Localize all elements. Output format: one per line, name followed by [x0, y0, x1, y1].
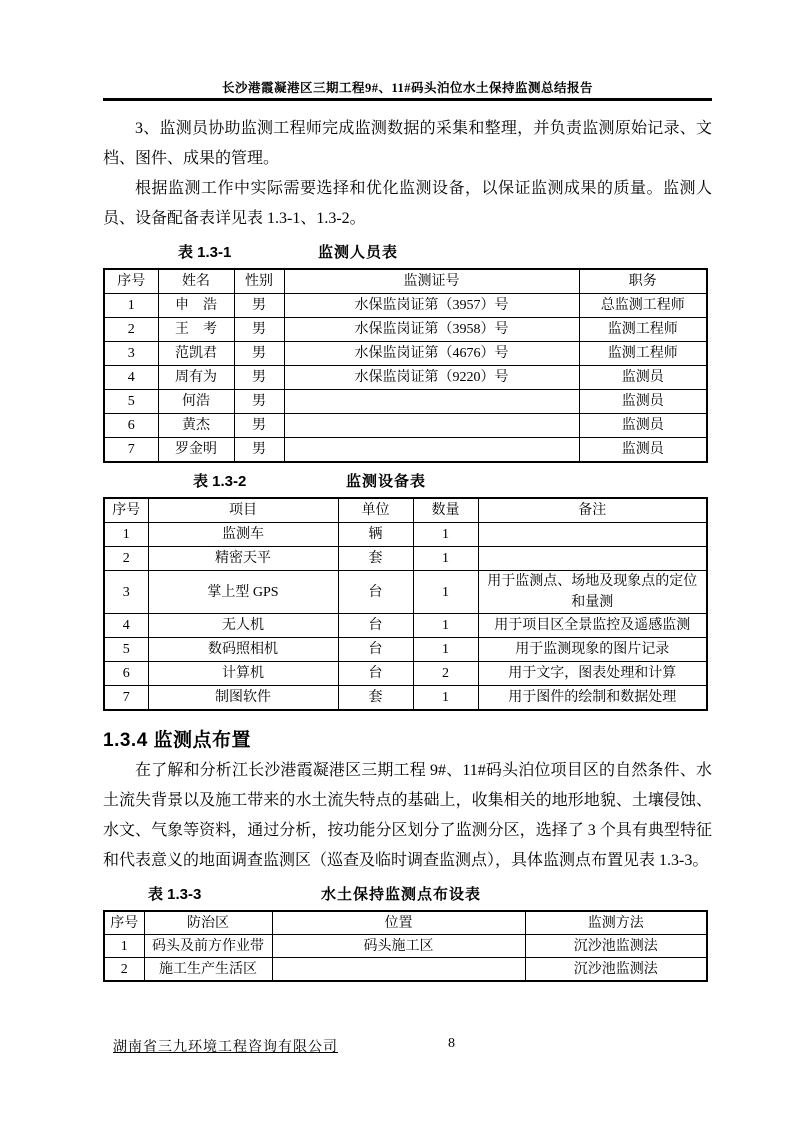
cell-gender: 男: [234, 294, 284, 318]
cell-title: 监测员: [579, 390, 707, 414]
cell-unit: 台: [338, 571, 413, 614]
footer-page-number: 8: [448, 1036, 455, 1051]
equipment-table: [103, 497, 708, 711]
cell-unit: 台: [338, 638, 413, 662]
cell-name: 范凯君: [158, 342, 234, 366]
cell-qty: 1: [413, 638, 478, 662]
cell-gender: 男: [234, 342, 284, 366]
cell-item: 数码照相机: [148, 638, 338, 662]
cell-name: 罗金明: [158, 438, 234, 463]
table-row: [104, 571, 707, 614]
cell-unit: 套: [338, 686, 413, 711]
cell-title: 监测员: [579, 366, 707, 390]
cell-seq: 1: [104, 935, 144, 958]
table-row: [104, 662, 707, 686]
column-header: 职务: [579, 269, 707, 294]
cell-unit: 辆: [338, 523, 413, 547]
cell-item: 精密天平: [148, 547, 338, 571]
cell-gender: 男: [234, 318, 284, 342]
cell-gender: 男: [234, 414, 284, 438]
column-header: 姓名: [158, 269, 234, 294]
cell-remark: [478, 523, 707, 547]
column-header: 备注: [478, 498, 707, 523]
cell-title: 监测员: [579, 438, 707, 463]
cell-qty: 1: [413, 547, 478, 571]
column-header: 单位: [338, 498, 413, 523]
table2-caption: [103, 470, 712, 491]
cell-item: 无人机: [148, 614, 338, 638]
cell-seq: 6: [104, 662, 148, 686]
table1-caption-title: 监测人员表: [318, 244, 399, 261]
table2-caption-number: 表 1.3-2: [193, 473, 247, 490]
cell-certificate: 水保监岗证第（9220）号: [284, 366, 579, 390]
cell-certificate: [284, 414, 579, 438]
cell-seq: 2: [104, 318, 158, 342]
cell-seq: 7: [104, 686, 148, 711]
cell-seq: 6: [104, 414, 158, 438]
cell-remark: 用于文字，图表处理和计算: [478, 662, 707, 686]
cell-seq: 4: [104, 366, 158, 390]
cell-qty: 1: [413, 614, 478, 638]
column-header: 序号: [104, 269, 158, 294]
cell-certificate: 水保监岗证第（3957）号: [284, 294, 579, 318]
cell-name: 申 浩: [158, 294, 234, 318]
cell-zone: 码头及前方作业带: [144, 935, 272, 958]
cell-certificate: 水保监岗证第（3958）号: [284, 318, 579, 342]
cell-seq: 1: [104, 523, 148, 547]
paragraph-3: 在了解和分析江长沙港霞凝港区三期工程 9#、11#码头泊位项目区的自然条件、水土流失背景以及施工带来的水土流失特点的基础上，收集相关的地形地貌、土壤侵蚀、水文、气象等资料，通过分析，按功能分区划分了监测分区，选择了 3 个具有典型特征和代表意义的地面调查监测区（巡查及临时调查监测点），具体监测点布置见表 1.3-3。: [103, 762, 712, 869]
table-row: [104, 366, 707, 390]
cell-certificate: 水保监岗证第（4676）号: [284, 342, 579, 366]
column-header: 监测方法: [525, 911, 707, 935]
cell-title: 总监测工程师: [579, 294, 707, 318]
cell-seq: 5: [104, 638, 148, 662]
cell-remark: 用于项目区全景监控及遥感监测: [478, 614, 707, 638]
table-row: [104, 638, 707, 662]
table-row: [104, 294, 707, 318]
cell-name: 何浩: [158, 390, 234, 414]
table3-caption-number: 表 1.3-3: [148, 886, 202, 903]
cell-item: 制图软件: [148, 686, 338, 711]
table2-caption-title: 监测设备表: [346, 473, 427, 490]
cell-item: 掌上型 GPS: [148, 571, 338, 614]
section-heading-1-3-4: 1.3.4 监测点布置: [103, 730, 252, 751]
cell-qty: 1: [413, 571, 478, 614]
table1-caption: [103, 241, 712, 262]
cell-title: 监测工程师: [579, 342, 707, 366]
cell-seq: 3: [104, 571, 148, 614]
cell-name: 周有为: [158, 366, 234, 390]
cell-seq: 4: [104, 614, 148, 638]
column-header: 项目: [148, 498, 338, 523]
table-row: [104, 342, 707, 366]
table3-caption: [103, 883, 712, 904]
cell-location: 码头施工区: [272, 935, 525, 958]
cell-unit: 台: [338, 662, 413, 686]
cell-gender: 男: [234, 438, 284, 463]
table1-caption-number: 表 1.3-1: [178, 244, 232, 261]
cell-zone: 施工生产生活区: [144, 958, 272, 982]
paragraph-2: 根据监测工作中实际需要选择和优化监测设备，以保证监测成果的质量。监测人员、设备配备表详见表 1.3-1、1.3-2。: [103, 180, 712, 227]
cell-seq: 2: [104, 958, 144, 982]
table3-caption-title: 水土保持监测点布设表: [321, 886, 482, 903]
table-row: [104, 686, 707, 711]
page-content: [103, 78, 712, 982]
table-row: [104, 414, 707, 438]
column-header: 性别: [234, 269, 284, 294]
document-header-title: 长沙港霞凝港区三期工程9#、11#码头泊位水土保持监测总结报告: [221, 81, 594, 95]
table-row: [104, 935, 707, 958]
cell-item: 计算机: [148, 662, 338, 686]
footer-company-name: 湖南省三九环境工程咨询有限公司: [113, 1040, 338, 1055]
table-row: [104, 390, 707, 414]
cell-qty: 2: [413, 662, 478, 686]
cell-item: 监测车: [148, 523, 338, 547]
table-header-row: [104, 498, 707, 523]
cell-certificate: [284, 390, 579, 414]
cell-qty: 1: [413, 523, 478, 547]
table-row: [104, 614, 707, 638]
cell-gender: 男: [234, 390, 284, 414]
column-header: 防治区: [144, 911, 272, 935]
column-header: 序号: [104, 911, 144, 935]
table-header-row: [104, 911, 707, 935]
personnel-table: [103, 268, 708, 463]
cell-method: 沉沙池监测法: [525, 935, 707, 958]
cell-location: [272, 958, 525, 982]
cell-seq: 2: [104, 547, 148, 571]
column-header: 位置: [272, 911, 525, 935]
cell-remark: 用于图件的绘制和数据处理: [478, 686, 707, 711]
header-rule: [103, 98, 712, 101]
table-header-row: [104, 269, 707, 294]
cell-seq: 1: [104, 294, 158, 318]
column-header: 监测证号: [284, 269, 579, 294]
cell-title: 监测工程师: [579, 318, 707, 342]
cell-name: 黄杰: [158, 414, 234, 438]
cell-remark: 用于监测点、场地及现象点的定位和量测: [478, 571, 707, 614]
cell-unit: 台: [338, 614, 413, 638]
cell-name: 王 考: [158, 318, 234, 342]
table-row: [104, 958, 707, 982]
cell-seq: 5: [104, 390, 158, 414]
cell-unit: 套: [338, 547, 413, 571]
column-header: 数量: [413, 498, 478, 523]
cell-qty: 1: [413, 686, 478, 711]
cell-gender: 男: [234, 366, 284, 390]
cell-seq: 3: [104, 342, 158, 366]
column-header: 序号: [104, 498, 148, 523]
paragraph-1: 3、监测员协助监测工程师完成监测数据的采集和整理，并负责监测原始记录、文档、图件、成果的管理。: [103, 120, 712, 167]
table-row: [104, 547, 707, 571]
monitoring-points-table: [103, 910, 708, 982]
cell-remark: [478, 547, 707, 571]
table-row: [104, 438, 707, 463]
cell-remark: 用于监测现象的图片记录: [478, 638, 707, 662]
cell-method: 沉沙池监测法: [525, 958, 707, 982]
cell-title: 监测员: [579, 414, 707, 438]
cell-seq: 7: [104, 438, 158, 463]
table-row: [104, 318, 707, 342]
table-row: [104, 523, 707, 547]
cell-certificate: [284, 438, 579, 463]
